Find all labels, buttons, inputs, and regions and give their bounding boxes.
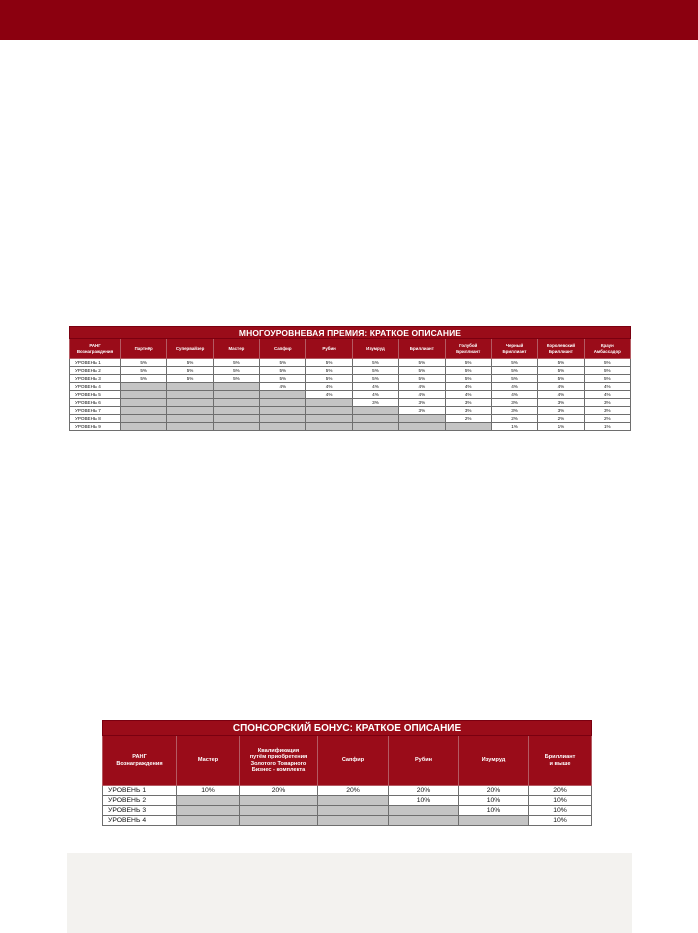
percentage-cell: 10% [177,786,240,796]
unavailable-cell [177,816,240,826]
level-label: УРОВЕНЬ 6 [70,399,121,407]
percentage-cell: 5% [306,375,352,383]
unavailable-cell [167,391,213,399]
rank-header: Бриллиант [399,339,445,359]
unavailable-cell [213,415,259,423]
unavailable-cell [389,816,459,826]
percentage-cell: 4% [491,391,537,399]
sponsor-bonus-table [102,720,592,826]
table-row [103,796,592,806]
unavailable-cell [121,407,167,415]
percentage-cell: 10% [459,796,529,806]
percentage-cell: 4% [399,383,445,391]
level-label: УРОВЕНЬ 2 [103,796,177,806]
percentage-cell: 5% [584,359,630,367]
unavailable-cell [240,796,318,806]
percentage-cell: 5% [260,367,306,375]
percentage-cell: 5% [167,375,213,383]
table-row [70,415,631,423]
unavailable-cell [121,391,167,399]
percentage-cell: 5% [491,375,537,383]
unavailable-cell [399,415,445,423]
unavailable-cell [167,423,213,431]
footer-note-box [67,853,632,933]
unavailable-cell [306,407,352,415]
level-label: УРОВЕНЬ 3 [70,375,121,383]
percentage-cell: 5% [399,367,445,375]
percentage-cell: 3% [352,399,398,407]
percentage-cell: 5% [352,359,398,367]
rank-header: Изумруд [459,736,529,786]
unavailable-cell [167,383,213,391]
percentage-cell: 5% [491,359,537,367]
percentage-cell: 3% [445,399,491,407]
table-row [70,407,631,415]
table-row [103,816,592,826]
percentage-cell: 5% [260,359,306,367]
level-label: УРОВЕНЬ 9 [70,423,121,431]
level-label: УРОВЕНЬ 1 [70,359,121,367]
unavailable-cell [213,407,259,415]
table-row [70,359,631,367]
rank-header: Рубин [306,339,352,359]
percentage-cell: 5% [167,367,213,375]
unavailable-cell [306,399,352,407]
rank-header: Мастер [177,736,240,786]
percentage-cell: 3% [584,399,630,407]
percentage-cell: 3% [584,407,630,415]
rank-header: Рубин [389,736,459,786]
percentage-cell: 5% [121,367,167,375]
percentage-cell: 20% [240,786,318,796]
unavailable-cell [352,407,398,415]
percentage-cell: 5% [538,359,584,367]
percentage-cell: 5% [121,375,167,383]
percentage-cell: 3% [491,399,537,407]
unavailable-cell [260,407,306,415]
percentage-cell: 3% [538,399,584,407]
rank-header: Краун Амбассадор [584,339,630,359]
unavailable-cell [167,407,213,415]
percentage-cell: 5% [260,375,306,383]
unavailable-cell [306,415,352,423]
unavailable-cell [213,391,259,399]
percentage-cell: 2% [491,415,537,423]
percentage-cell: 4% [538,383,584,391]
sponsor-table-title: СПОНСОРСКИЙ БОНУС: КРАТКОЕ ОПИСАНИЕ [103,721,592,736]
rank-header: Партнёр [121,339,167,359]
rank-header: Изумруд [352,339,398,359]
percentage-cell: 2% [538,415,584,423]
percentage-cell: 5% [491,367,537,375]
table-row [70,375,631,383]
unavailable-cell [167,415,213,423]
table-row [103,786,592,796]
unavailable-cell [399,423,445,431]
percentage-cell: 4% [306,391,352,399]
percentage-cell: 5% [306,359,352,367]
unavailable-cell [240,816,318,826]
top-header-band [0,0,698,40]
rank-column-header: РАНГ Вознаграждения [70,339,121,359]
unavailable-cell [213,399,259,407]
rank-header: Бриллиант и выше [529,736,592,786]
percentage-cell: 1% [538,423,584,431]
unavailable-cell [177,796,240,806]
percentage-cell: 5% [445,375,491,383]
table-row [70,383,631,391]
unavailable-cell [121,415,167,423]
percentage-cell: 5% [306,367,352,375]
unavailable-cell [318,816,389,826]
percentage-cell: 3% [491,407,537,415]
rank-header: Квалификация путём приобретения Золотого Товарного Бизнес - комплекта [240,736,318,786]
unavailable-cell [306,423,352,431]
percentage-cell: 5% [399,375,445,383]
percentage-cell: 3% [538,407,584,415]
percentage-cell: 3% [399,407,445,415]
percentage-cell: 5% [213,359,259,367]
percentage-cell: 3% [399,399,445,407]
percentage-cell: 20% [529,786,592,796]
table-row [70,391,631,399]
percentage-cell: 5% [445,367,491,375]
percentage-cell: 4% [445,391,491,399]
percentage-cell: 4% [260,383,306,391]
unavailable-cell [445,423,491,431]
percentage-cell: 4% [445,383,491,391]
multilevel-table-title: МНОГОУРОВНЕВАЯ ПРЕМИЯ: КРАТКОЕ ОПИСАНИЕ [70,327,631,339]
unavailable-cell [121,423,167,431]
percentage-cell: 10% [459,806,529,816]
rank-header: Супервайзер [167,339,213,359]
level-label: УРОВЕНЬ 3 [103,806,177,816]
unavailable-cell [177,806,240,816]
level-label: УРОВЕНЬ 4 [70,383,121,391]
percentage-cell: 5% [399,359,445,367]
unavailable-cell [260,423,306,431]
percentage-cell: 5% [213,367,259,375]
percentage-cell: 10% [529,796,592,806]
percentage-cell: 5% [538,375,584,383]
percentage-cell: 4% [491,383,537,391]
percentage-cell: 5% [584,367,630,375]
percentage-cell: 4% [538,391,584,399]
unavailable-cell [459,816,529,826]
rank-header: Голубой Бриллиант [445,339,491,359]
level-label: УРОВЕНЬ 2 [70,367,121,375]
percentage-cell: 4% [352,383,398,391]
percentage-cell: 5% [584,375,630,383]
unavailable-cell [121,383,167,391]
percentage-cell: 20% [389,786,459,796]
unavailable-cell [213,383,259,391]
percentage-cell: 4% [306,383,352,391]
percentage-cell: 5% [352,367,398,375]
unavailable-cell [260,415,306,423]
level-label: УРОВЕНЬ 7 [70,407,121,415]
level-label: УРОВЕНЬ 5 [70,391,121,399]
unavailable-cell [352,423,398,431]
unavailable-cell [260,399,306,407]
percentage-cell: 20% [318,786,389,796]
unavailable-cell [260,391,306,399]
percentage-cell: 5% [121,359,167,367]
unavailable-cell [318,806,389,816]
rank-header: Сапфир [318,736,389,786]
percentage-cell: 5% [213,375,259,383]
percentage-cell: 1% [491,423,537,431]
percentage-cell: 10% [389,796,459,806]
rank-header: Королевский Бриллиант [538,339,584,359]
table-row [70,367,631,375]
percentage-cell: 1% [584,423,630,431]
unavailable-cell [352,415,398,423]
percentage-cell: 4% [584,391,630,399]
table-row [70,423,631,431]
unavailable-cell [213,423,259,431]
percentage-cell: 5% [352,375,398,383]
level-label: УРОВЕНЬ 4 [103,816,177,826]
percentage-cell: 4% [584,383,630,391]
unavailable-cell [121,399,167,407]
unavailable-cell [167,399,213,407]
percentage-cell: 5% [445,359,491,367]
rank-column-header: РАНГ Вознаграждения [103,736,177,786]
percentage-cell: 20% [459,786,529,796]
unavailable-cell [240,806,318,816]
percentage-cell: 5% [538,367,584,375]
percentage-cell: 4% [352,391,398,399]
unavailable-cell [318,796,389,806]
level-label: УРОВЕНЬ 8 [70,415,121,423]
percentage-cell: 2% [584,415,630,423]
unavailable-cell [389,806,459,816]
rank-header: Черный Бриллиант [491,339,537,359]
percentage-cell: 5% [167,359,213,367]
percentage-cell: 10% [529,806,592,816]
rank-header: Мастер [213,339,259,359]
rank-header: Сапфир [260,339,306,359]
table-row [103,806,592,816]
percentage-cell: 4% [399,391,445,399]
level-label: УРОВЕНЬ 1 [103,786,177,796]
table-row [70,399,631,407]
percentage-cell: 3% [445,407,491,415]
percentage-cell: 10% [529,816,592,826]
percentage-cell: 2% [445,415,491,423]
multilevel-bonus-table [69,326,631,431]
